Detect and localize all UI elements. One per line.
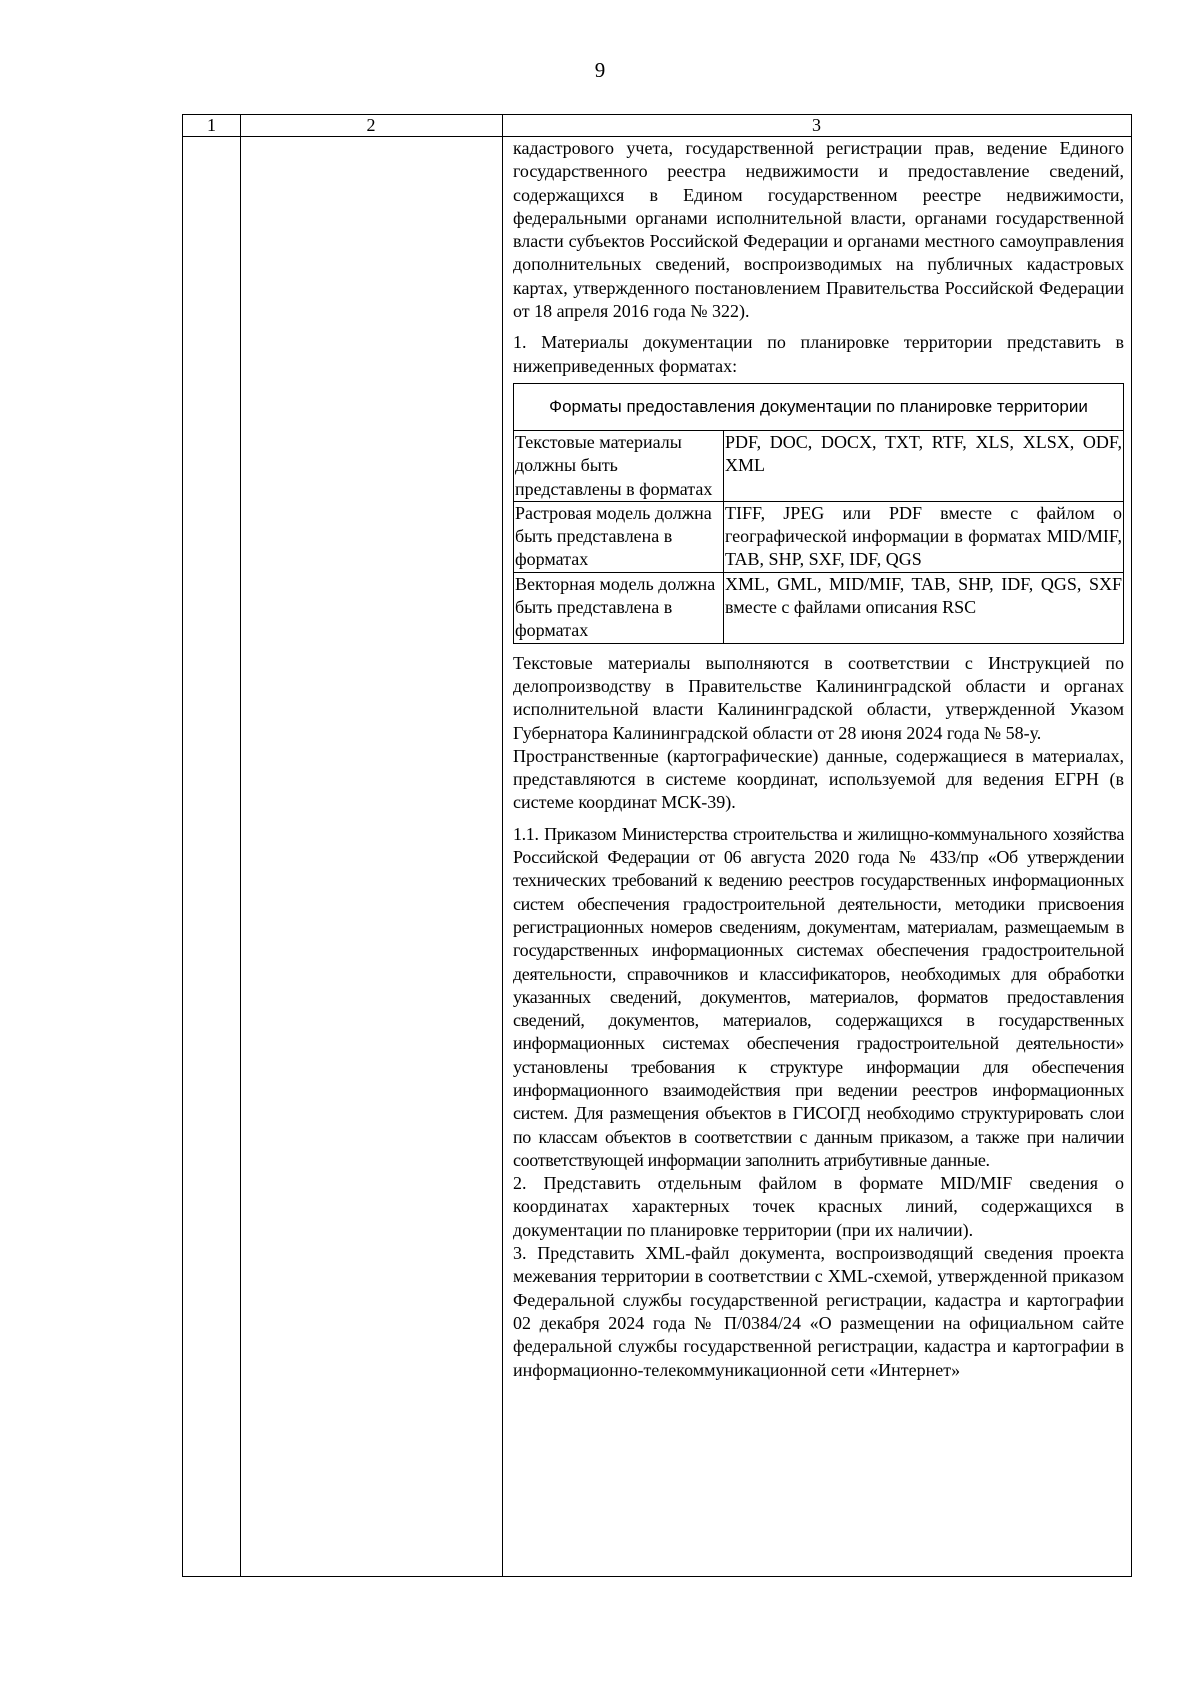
column-divider-2 — [502, 115, 503, 1576]
page-number: 9 — [594, 58, 606, 82]
formats-row-value: XML, GML, MID/MIF, TAB, SHP, IDF, QGS, SXF вместе с файлами описания RSC — [724, 572, 1124, 643]
formats-table — [513, 383, 1124, 644]
paragraph-1-1-order: 1.1. Приказом Министерства строительства и жилищно-коммунального хозяйства Российской Федерации от 06 августа 2020 года № 433/пр «Об утверждении технических требований к ведению реестров государственных информационных систем обеспечения градостроительной деятельности, методики присвоения регистрационных номеров сведениям, документам, материалам, размещаемым в государственных информационных системах обеспечения градостроительной деятельности, справочников и классификаторов, необходимых для обработки указанных сведений, документов, материалов, форматов предоставления сведений, документов, материалов, содержащихся в государственных информационных системах обеспечения градостроительной деятельности» установлены требования к структуре информации для обеспечения информационного взаимодействия при ведении реестров информационных систем. Для размещения объектов в ГИСОГД необходимо структурировать слои по классам объектов в соответствии с данным приказом, а также при наличии соответствующей информации заполнить атрибутивные данные. — [513, 823, 1124, 1170]
formats-row-label: Текстовые материалы должны быть представлены в форматах — [514, 430, 724, 501]
column-number-3: 3 — [812, 115, 821, 135]
formats-row-raster — [514, 501, 1124, 572]
paragraph-spatial-data: Пространственные (картографические) данные, содержащиеся в материалах, представляются в системе координат, используемой для ведения ЕГРН (в системе координат МСК-39). — [513, 745, 1124, 813]
column-3-content — [513, 137, 1124, 1382]
formats-table-title: Форматы предоставления документации по планировке территории — [514, 383, 1124, 430]
formats-row-text — [514, 430, 1124, 501]
formats-row-value: TIFF, JPEG или PDF вместе с файлом о географической информации в форматах MID/MIF, TAB, SHP, SXF, IDF, QGS — [724, 501, 1124, 572]
formats-row-value: PDF, DOC, DOCX, TXT, RTF, XLS, XLSX, ODF, XML — [724, 430, 1124, 501]
paragraph-2-red-lines: 2. Представить отдельным файлом в формате MID/MIF сведения о координатах характерных точек красных линий, содержащихся в документации по планировке территории (при их наличии). — [513, 1173, 1124, 1240]
paragraph-3-xml-file: 3. Представить XML-файл документа, воспроизводящий сведения проекта межевания территории в соответствии с XML-схемой, утвержденной приказом Федеральной службы государственной регистрации, кадастра и картографии 02 декабря 2024 года № П/0384/24 «О размещении на официальном сайте федеральной службы государственной регистрации, кадастра и картографии в информационно-телекоммуникационной сети «Интернет» — [513, 1243, 1124, 1380]
formats-row-label: Векторная модель должна быть представлена в форматах — [514, 572, 724, 643]
paragraph-formats-intro: 1. Материалы документации по планировке территории представить в нижеприведенных форматах: — [513, 332, 1124, 376]
formats-row-label: Растровая модель должна быть представлена в форматах — [514, 501, 724, 572]
column-number-2: 2 — [366, 115, 376, 135]
paragraph-cadastral-continuation: кадастрового учета, государственной регистрации прав, ведение Единого государственного реестра недвижимости и предоставление сведений, содержащихся в Едином государственном реестре недвижимости, федеральными органами исполнительной власти, органами государственной власти субъектов Российской Федерации и органами местного самоуправления дополнительных сведений, воспроизводимых на публичных кадастровых картах, утвержденного постановлением Правительства Российской Федерации от 18 апреля 2016 года № 322). — [513, 138, 1124, 322]
formats-row-vector — [514, 572, 1124, 643]
paragraph-text-materials-instruction: Текстовые материалы выполняются в соответствии с Инструкцией по делопроизводству в Правительстве Калининградской области и органах исполнительной власти Калининградской области, утвержденной Указом Губернатора Калининградской области от 28 июня 2024 года № 58-у. — [513, 652, 1124, 743]
column-divider-1 — [240, 115, 241, 1576]
column-number-1: 1 — [207, 115, 216, 135]
